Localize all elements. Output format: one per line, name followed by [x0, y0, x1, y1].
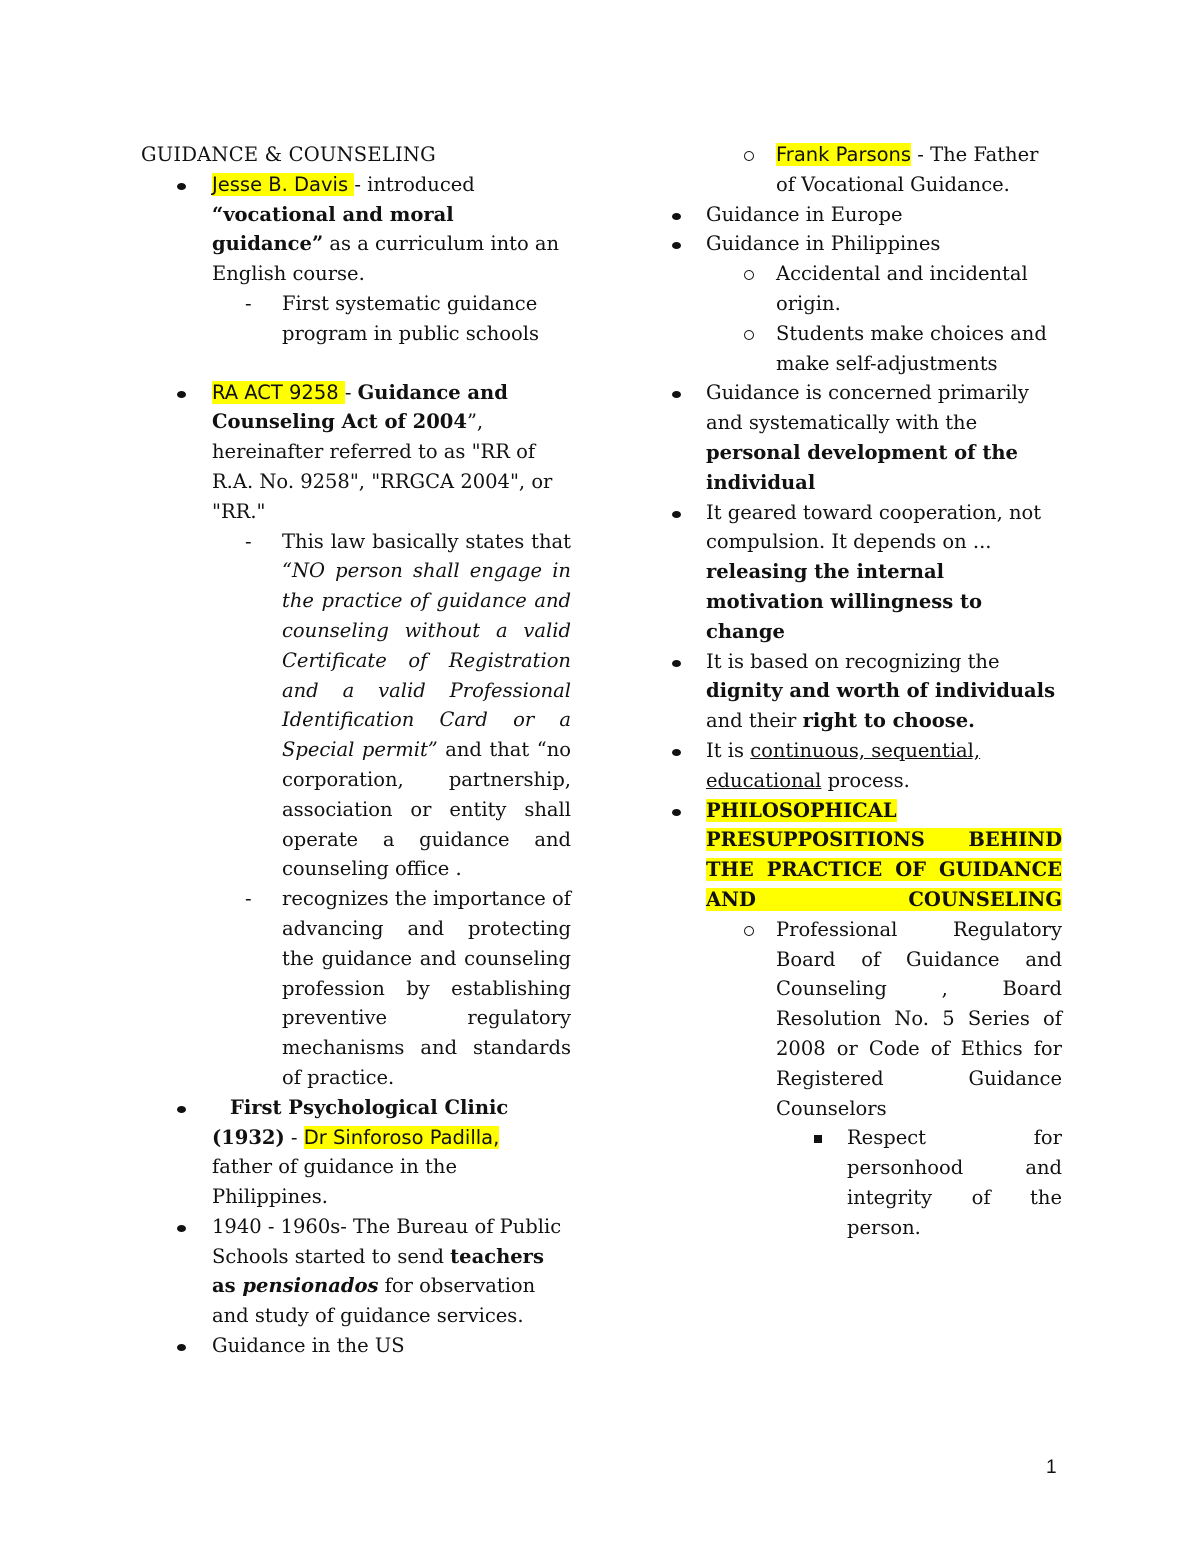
- law-quote: “NO person shall engage in the practice of guidance and counseling without a valid Certificate of Registration and a valid Professional Identification Card or a Special permit”: [282, 559, 571, 762]
- sub-item-students-choices: Students make choices and make self-adjustments: [670, 319, 1062, 379]
- page-number: 1: [1046, 1457, 1057, 1478]
- spacer: [141, 349, 571, 378]
- dash-icon: -: [245, 529, 252, 553]
- bullet-icon: [672, 660, 681, 667]
- list-item-geared: It geared toward cooperation, not compulsion. It depends on ... releasing the internal motivation willingness to change: [670, 498, 1062, 647]
- left-column: [141, 140, 571, 1361]
- highlight-jesse-davis: Jesse B. Davis: [212, 172, 355, 196]
- list-item-jesse-davis: Jesse B. Davis - introduced “vocational and moral guidance” as a curriculum into an English course.: [141, 170, 571, 289]
- list-item-guidance-us: Guidance in the US: [141, 1331, 571, 1361]
- list-item-bureau: 1940 - 1960s- The Bureau of Public Schools started to send teachers as pensionados for observation and study of guidance services.: [141, 1212, 571, 1331]
- dash-icon: -: [245, 887, 252, 911]
- list-item-psychological-clinic: First Psychological Clinic (1932) - Dr Sinforoso Padilla, father of guidance in the Philippines.: [141, 1093, 571, 1212]
- sub-item-regulatory-board: Professional Regulatory Board of Guidance and Counseling , Board Resolution No. 5 Series of 2008 or Code of Ethics for Registered Guidance Counselors: [670, 915, 1062, 1124]
- right-column: [670, 140, 1062, 1242]
- guidance-counseling-act: Guidance and Counseling Act of 2004: [212, 380, 508, 434]
- sub-item-first-systematic: - First systematic guidance program in public schools: [141, 289, 571, 349]
- sub-item-accidental: Accidental and incidental origin.: [670, 259, 1062, 319]
- highlight-frank-parsons: Frank Parsons: [776, 143, 912, 166]
- sub-item-law-states: - This law basically states that “NO person shall engage in the practice of guidance and counseling without a valid Certificate of Registration and a valid Professional Identification Card or a Special permit” and that “no corporation, partnership, association or entity shall operate a guidance and counseling office .: [141, 527, 571, 885]
- list-item-continuous: It is continuous, sequential, educational process.: [670, 736, 1062, 796]
- bullet-icon: [672, 749, 681, 756]
- bullet-icon: [177, 1106, 186, 1113]
- square-bullet-icon: [814, 1135, 822, 1143]
- sub-sub-item-respect: Respect for personhood and integrity of the person.: [670, 1123, 1062, 1242]
- circle-bullet-icon: [744, 270, 754, 280]
- list-item-ra-act: RA ACT 9258 - Guidance and Counseling Act of 2004”, hereinafter referred to as "RR of R.A. No. 9258", "RRGCA 2004", or "RR.": [141, 378, 571, 527]
- circle-bullet-icon: [744, 926, 754, 936]
- pensionados: pensionados: [242, 1274, 379, 1298]
- list-item-dignity: It is based on recognizing the dignity and worth of individuals and their right to choose.: [670, 647, 1062, 736]
- circle-bullet-icon: [744, 330, 754, 340]
- vocational-moral-guidance: “vocational and moral guidance”: [212, 202, 454, 256]
- bullet-icon: [672, 809, 681, 816]
- bullet-icon: [672, 391, 681, 398]
- dash-icon: -: [245, 291, 252, 315]
- sub-item-frank-parsons: Frank Parsons - The Father of Vocational Guidance.: [670, 140, 1062, 200]
- sub-item-recognizes: - recognizes the importance of advancing and protecting the guidance and counseling profession by establishing preventive regulatory mechanisms and standards of practice.: [141, 884, 571, 1093]
- bullet-icon: [177, 391, 186, 398]
- philosophical-heading: PHILOSOPHICAL PRESUPPOSITIONS BEHIND THE PRACTICE OF GUIDANCE AND COUNSELING: [706, 798, 1062, 911]
- highlight-ra-act: RA ACT 9258: [212, 380, 345, 404]
- bullet-icon: [177, 1225, 186, 1232]
- document-title: GUIDANCE & COUNSELING: [141, 143, 436, 166]
- bullet-icon: [672, 242, 681, 249]
- list-item-guidance-philippines: Guidance in Philippines: [670, 229, 1062, 259]
- list-item-guidance-europe: Guidance in Europe: [670, 200, 1062, 230]
- first-psychological-clinic: First Psychological Clinic (1932): [212, 1095, 509, 1149]
- highlight-padilla: Dr Sinforoso Padilla,: [303, 1125, 500, 1149]
- bullet-icon: [177, 183, 186, 190]
- circle-bullet-icon: [744, 151, 754, 161]
- bullet-icon: [672, 213, 681, 220]
- bullet-icon: [177, 1344, 186, 1351]
- list-item-concerned: Guidance is concerned primarily and systematically with the personal development of the individual: [670, 378, 1062, 497]
- bullet-icon: [672, 511, 681, 518]
- list-item-philosophical: [670, 796, 1062, 915]
